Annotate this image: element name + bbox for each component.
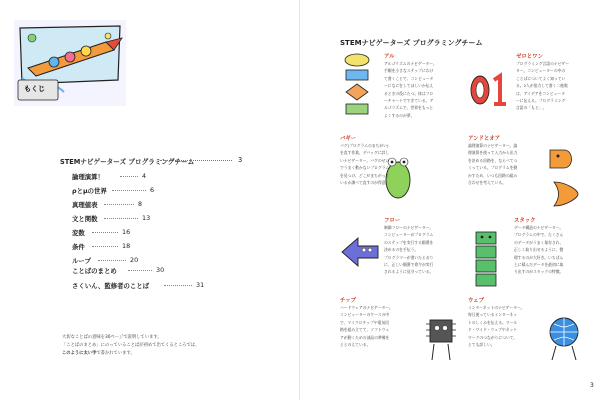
toc-page: 18 bbox=[122, 242, 131, 250]
page-number: 3 bbox=[590, 382, 594, 389]
chip-illustration bbox=[420, 310, 460, 366]
toc-label: 変数 bbox=[72, 229, 85, 237]
character-card-chip bbox=[340, 296, 460, 376]
note-line: 大切なことばの意味を30ページで説明しています。 bbox=[62, 335, 162, 340]
toc-leader bbox=[92, 232, 118, 233]
toc-page: 20 bbox=[130, 256, 139, 264]
toc-leader bbox=[104, 204, 134, 205]
card-body: 論理演算のナビゲーター。論 理演算を使って入力から出力 を決める回路を、ならべてつ くっている。プログラムを動 かすため、いつも回路の組み 合わせを考えている。 bbox=[468, 143, 518, 186]
toc-leader bbox=[120, 176, 138, 177]
toc-item-conditions[interactable] bbox=[72, 242, 232, 256]
stack-illustration bbox=[468, 228, 504, 290]
toc-page: 8 bbox=[138, 200, 143, 208]
toc-list bbox=[72, 172, 232, 270]
toc-header[interactable] bbox=[60, 156, 243, 166]
note-line: 「ことばのまとめ」にのっていることばが初めて出てくるところでは、 bbox=[62, 343, 200, 348]
toc-extra-list bbox=[72, 266, 242, 296]
toc-page: 13 bbox=[142, 214, 151, 222]
character-card-web bbox=[468, 296, 588, 376]
toc-leader bbox=[92, 246, 118, 247]
card-body: インターネットのナビゲーター。 毎日使っているインターネッ トのしくみを伝える。ワール ド・ワイド・ウェブやネット ワークのつながりについて、 とても詳しい。 bbox=[468, 305, 525, 348]
toc-header-title: STEMナビゲーターズ プログラミングチーム bbox=[60, 158, 195, 166]
al-flowchart-illustration bbox=[340, 52, 374, 122]
toc-leader bbox=[112, 190, 146, 191]
toc-label: 条件 bbox=[72, 243, 85, 251]
toc-leader bbox=[160, 160, 232, 161]
card-body: データ構造のナビゲーター。 プログラムの中で、たくさん のデータがうまく保存され、 正しく取り出せるように、整 理するのが大好き。いちばん 上に積んだデータを最初に取 り出すのがスタックの特徴。 bbox=[514, 225, 564, 275]
character-card-zero-one bbox=[468, 52, 588, 132]
note-line: このように太い字で書かれています。 bbox=[62, 351, 135, 356]
toc-leader bbox=[128, 270, 152, 271]
right-page bbox=[300, 0, 600, 400]
toc-label: 論理演算！ bbox=[72, 173, 104, 181]
note-emphasis: このように太い字 bbox=[62, 351, 97, 356]
card-title: バギー bbox=[340, 136, 357, 142]
toc-item-truth-table[interactable] bbox=[72, 200, 232, 214]
toc-label: ρとμの世界 bbox=[72, 187, 107, 195]
glossary-note bbox=[62, 334, 199, 358]
toc-header-page: 3 bbox=[238, 156, 243, 164]
card-body: バグ(プログラムのまちがい) を直す作業、デバッグに詳し いナビゲーター。バグのせい でうまく動かないプログラム を見つけ、どこがまちがって いるか調べて直すのが得意。 bbox=[340, 143, 390, 186]
toc-leader bbox=[98, 260, 126, 261]
toc-item-index[interactable] bbox=[72, 281, 242, 296]
card-title: スタック bbox=[514, 218, 536, 224]
flow-arrow-illustration bbox=[340, 232, 380, 272]
toc-page: 6 bbox=[150, 186, 155, 194]
card-title: アンドとオア bbox=[468, 136, 500, 142]
card-title: アル bbox=[384, 54, 395, 60]
toc-page: 4 bbox=[142, 172, 147, 180]
toc-page: 16 bbox=[122, 228, 131, 236]
character-card-al bbox=[340, 52, 460, 132]
toc-page: 31 bbox=[196, 281, 205, 289]
toc-item-glossary[interactable] bbox=[72, 266, 242, 281]
character-card-stack bbox=[468, 216, 588, 296]
and-or-illustration bbox=[544, 142, 584, 212]
card-title: フロー bbox=[384, 218, 401, 224]
toc-label: 真理値表 bbox=[72, 201, 98, 209]
web-globe-illustration bbox=[544, 310, 584, 366]
team-title: STEMナビゲーターズ プログラミングチーム bbox=[340, 39, 483, 47]
character-card-flow bbox=[340, 216, 460, 296]
toc-label: ことばのまとめ bbox=[72, 267, 117, 275]
card-title: チップ bbox=[340, 298, 357, 304]
card-body: アルゴリズムのナビゲーター。 手順を小さなステップにわけ て書くことで、コンピュータ ーになにをしてほしいか伝え るときの役にたつ。体はフロ ーチャートでできている。ア ルゴリズムで、世界をもっと よくするのが夢。 bbox=[384, 61, 437, 118]
card-body: プログラミング言語のナビゲー ター。コンピューターの中の ことばについてよく知ってい る。2人が協力して書く二進数 は、アイデアをコンピュータ ーに伝える。プログラミング 言語の「もと」。 bbox=[516, 61, 570, 111]
toc-banner-label: もくじ bbox=[24, 85, 45, 93]
zero-one-illustration bbox=[468, 70, 508, 110]
character-card-buggy bbox=[340, 134, 460, 214]
toc-label: 文と関数 bbox=[72, 215, 98, 223]
card-body: 制御フローのナビゲーター。 コンピューターがプログラム のステップを実行する順番を 決めるのを手伝う。 プログラマーが書いたとおり に、正しい順番で命令が実行 されるように見守っている。 bbox=[384, 225, 434, 275]
toc-item-variables[interactable] bbox=[72, 228, 232, 242]
toc-item-logic[interactable] bbox=[72, 172, 232, 186]
toc-label: ループ bbox=[72, 257, 91, 265]
toc-item-statements[interactable] bbox=[72, 214, 232, 228]
toc-page: 30 bbox=[156, 266, 165, 274]
toc-item-world[interactable] bbox=[72, 186, 232, 200]
toc-leader bbox=[104, 218, 138, 219]
card-body: ハードウェアのナビゲーター。 コンピューターのケースの中 で、マイクロチップや電気回 路を組み立てて、ソフトウェ アが動くための部品の準備を ととのえている。 bbox=[340, 305, 393, 348]
character-card-and-or bbox=[468, 134, 588, 214]
card-title: ゼロとワン bbox=[516, 54, 543, 60]
toc-label: さくいん、監修者のことば bbox=[72, 282, 150, 290]
card-title: ウェブ bbox=[468, 298, 484, 304]
toc-leader bbox=[164, 285, 192, 286]
